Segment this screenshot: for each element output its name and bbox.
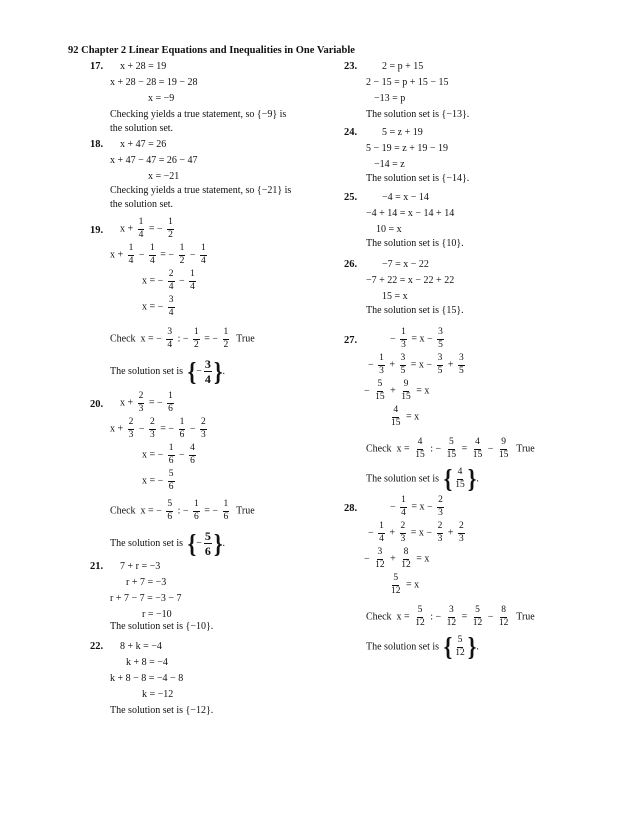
solution-set: The solution set is { $\frac{4}{15}$ } . bbox=[366, 463, 479, 494]
step: −7 + 22 = x − 22 + 22 bbox=[366, 275, 455, 286]
step: − $\frac{1}{4}$ = x − $\frac{2}{3}$ bbox=[390, 495, 443, 518]
solution-set: The solution set is {−12}. bbox=[110, 705, 214, 716]
solution-set: The solution set is { $\frac{5}{12}$ } . bbox=[366, 631, 479, 662]
step: x = − $\frac{1}{6}$ − $\frac{4}{6}$ bbox=[142, 443, 195, 466]
step: x = − $\frac{2}{4}$ − $\frac{1}{4}$ bbox=[142, 269, 195, 292]
step: k + 8 − 8 = −4 − 8 bbox=[110, 673, 184, 684]
solution-set: The solution set is {−14}. bbox=[366, 173, 470, 184]
check-line: Check x = − $\frac{5}{6}$ : − $\frac{1}{6}$ = − $\frac{1}{6}$ True bbox=[110, 499, 255, 522]
problem-number: 22. bbox=[90, 641, 104, 652]
solution-set: The solution set is { − $\frac{3}{4}$ } . bbox=[110, 355, 226, 386]
step: 10 = x bbox=[376, 224, 402, 235]
solution-set: The solution set is {15}. bbox=[366, 305, 464, 316]
step: 2 = p + 15 bbox=[382, 61, 424, 72]
step: − $\frac{3}{12}$ + $\frac{8}{12}$ = x bbox=[364, 547, 430, 570]
problem-number: 21. bbox=[90, 561, 104, 572]
problem-number: 18. bbox=[90, 139, 104, 150]
step: x = − $\frac{5}{6}$ bbox=[142, 469, 174, 492]
step: − $\frac{1}{3}$ + $\frac{3}{5}$ = x − $\frac{3}{5}$ + $\frac{3}{5}$ bbox=[368, 353, 464, 376]
problem-number: 27. bbox=[344, 335, 358, 346]
step: r = −10 bbox=[142, 609, 172, 620]
step: x = −9 bbox=[148, 93, 175, 104]
check-line: Check x = $\frac{4}{15}$ : − $\frac{5}{15}$ = $\frac{4}{15}$ − $\frac{9}{15}$ True bbox=[366, 437, 535, 460]
step: −13 = p bbox=[374, 93, 406, 104]
step: −4 = x − 14 bbox=[382, 192, 429, 203]
step: x + 47 = 26 bbox=[120, 139, 167, 150]
step: x + $\frac{2}{3}$ = − $\frac{1}{6}$ bbox=[120, 391, 173, 414]
step: 8 + k = −4 bbox=[120, 641, 162, 652]
solution-set: The solution set is {−10}. bbox=[110, 621, 214, 632]
step: $\frac{5}{12}$ = x bbox=[391, 573, 420, 596]
step: x + $\frac{2}{3}$ − $\frac{2}{3}$ = − $\frac{1}{6}$ − $\frac{2}{3}$ bbox=[110, 417, 206, 440]
step: r + 7 = −3 bbox=[126, 577, 167, 588]
step: r + 7 − 7 = −3 − 7 bbox=[110, 593, 182, 604]
step: x + $\frac{1}{4}$ = − $\frac{1}{2}$ bbox=[120, 217, 173, 240]
solution-set: The solution set is {10}. bbox=[366, 238, 464, 249]
problem-number: 25. bbox=[344, 192, 358, 203]
problem-number: 17. bbox=[90, 61, 104, 72]
step: x + 47 − 47 = 26 − 47 bbox=[110, 155, 198, 166]
problem-number: 20. bbox=[90, 399, 104, 410]
step: −14 = z bbox=[374, 159, 405, 170]
step: x + $\frac{1}{4}$ − $\frac{1}{4}$ = − $\frac{1}{2}$ − $\frac{1}{4}$ bbox=[110, 243, 206, 266]
step: 2 − 15 = p + 15 − 15 bbox=[366, 77, 449, 88]
step: −7 = x − 22 bbox=[382, 259, 429, 270]
problem-number: 24. bbox=[344, 127, 358, 138]
step: $\frac{4}{15}$ = x bbox=[391, 405, 420, 428]
step: − $\frac{1}{3}$ = x − $\frac{3}{5}$ bbox=[390, 327, 443, 350]
step: 15 = x bbox=[382, 291, 408, 302]
solution-set: The solution set is { − $\frac{5}{6}$ } . bbox=[110, 527, 226, 558]
step: − $\frac{1}{4}$ + $\frac{2}{3}$ = x − $\frac{2}{3}$ + $\frac{2}{3}$ bbox=[368, 521, 464, 544]
step: k + 8 = −4 bbox=[126, 657, 168, 668]
check-line: Check x = − $\frac{3}{4}$ : − $\frac{1}{2}$ = − $\frac{1}{2}$ True bbox=[110, 327, 255, 350]
solution-set: The solution set is {−13}. bbox=[366, 109, 470, 120]
step: 7 + r = −3 bbox=[120, 561, 161, 572]
check-text: Checking yields a true statement, so {−21} is bbox=[110, 185, 292, 196]
check-text: the solution set. bbox=[110, 123, 174, 134]
step: − $\frac{5}{15}$ + $\frac{9}{15}$ = x bbox=[364, 379, 430, 402]
step: k = −12 bbox=[142, 689, 174, 700]
step: x + 28 = 19 bbox=[120, 61, 167, 72]
check-line: Check x = $\frac{5}{12}$ : − $\frac{3}{12}$ = $\frac{5}{12}$ − $\frac{8}{12}$ True bbox=[366, 605, 535, 628]
step: x + 28 − 28 = 19 − 28 bbox=[110, 77, 198, 88]
step: x = − $\frac{3}{4}$ bbox=[142, 295, 174, 318]
check-text: the solution set. bbox=[110, 199, 174, 210]
check-text: Checking yields a true statement, so {−9} is bbox=[110, 109, 287, 120]
page-header: 92 Chapter 2 Linear Equations and Inequalities in One Variable bbox=[68, 45, 355, 56]
step: 5 − 19 = z + 19 − 19 bbox=[366, 143, 448, 154]
problem-number: 19. bbox=[90, 225, 104, 236]
step: x = −21 bbox=[148, 171, 180, 182]
problem-number: 28. bbox=[344, 503, 358, 514]
step: 5 = z + 19 bbox=[382, 127, 423, 138]
step: −4 + 14 = x − 14 + 14 bbox=[366, 208, 455, 219]
problem-number: 23. bbox=[344, 61, 358, 72]
problem-number: 26. bbox=[344, 259, 358, 270]
